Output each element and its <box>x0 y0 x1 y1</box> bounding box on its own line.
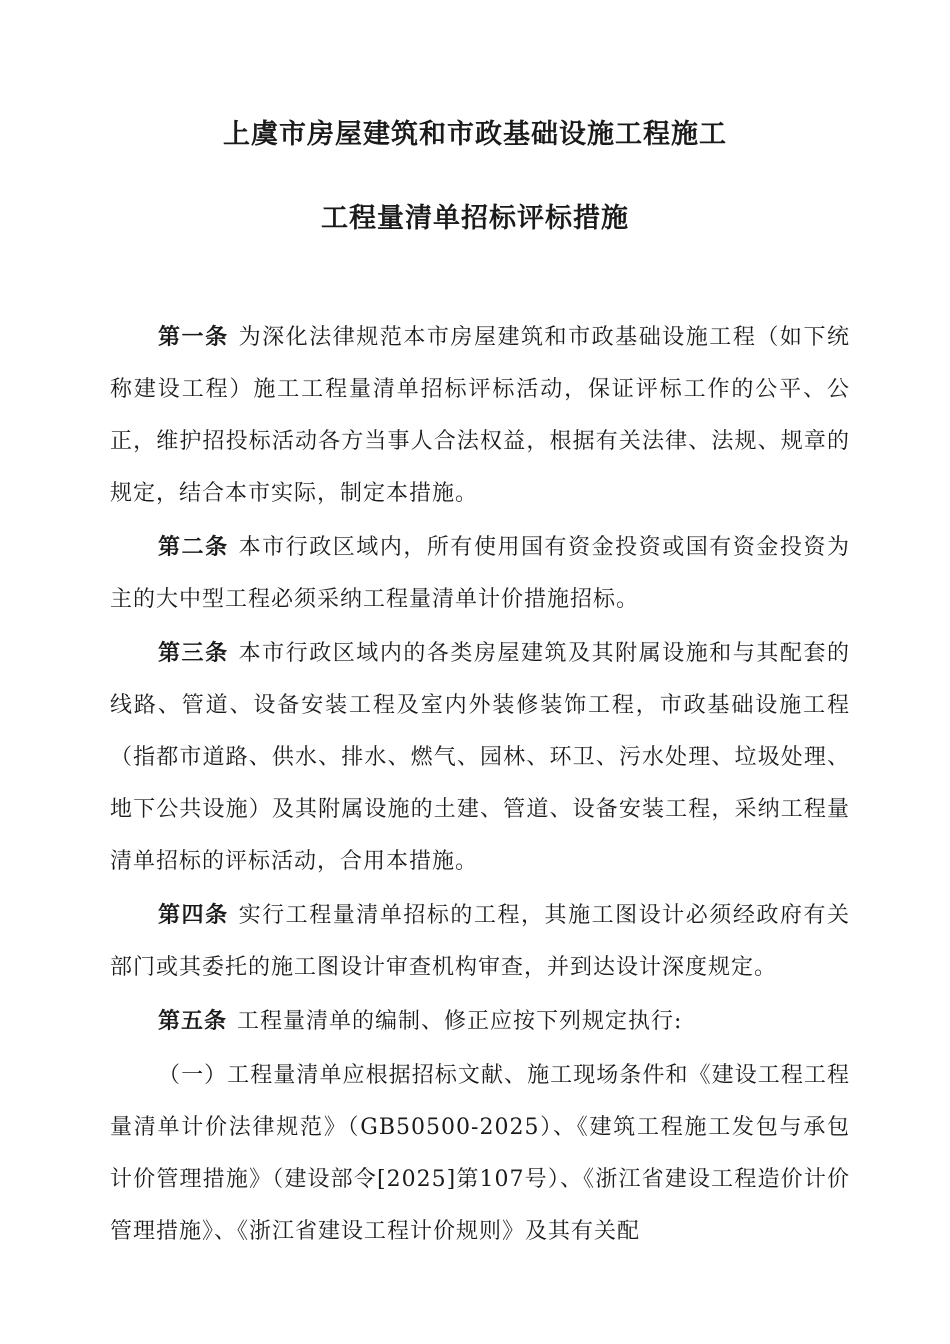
article-2 <box>110 522 850 626</box>
article-1 <box>110 312 850 520</box>
document-title-line-1: 上虞市房屋建筑和市政基础设施工程施工 <box>223 119 727 150</box>
article-text: 本市行政区域内，所有使用国有资金投资或国有资金投资为主的大中型工程必须采纳工程量清单计价措施招标。 <box>110 535 850 612</box>
article-3 <box>110 628 850 888</box>
article-label: 第一条 <box>158 325 229 350</box>
article-text: 本市行政区域内的各类房屋建筑及其附属设施和与其配套的线路、管道、设备安装工程及室内外装修装饰工程，市政基础设施工程（指都市道路、供水、排水、燃气、园林、环卫、污水处理、垃圾处理、地下公共设施）及其附属设施的土建、管道、设备安装工程，采纳工程量清单招标的评标活动，合用本措施。 <box>110 641 850 874</box>
article-5 <box>110 996 850 1048</box>
document-title-line-2: 工程量清单招标评标措施 <box>321 203 629 234</box>
article-text: 为深化法律规范本市房屋建筑和市政基础设施工程（如下统称建设工程）施工工程量清单招标评标活动，保证评标工作的公平、公正，维护招投标活动各方当事人合法权益，根据有关法律、法规、规章的规定，结合本市实际，制定本措施。 <box>110 325 850 506</box>
article-label: 第四条 <box>158 903 229 928</box>
article-text: 实行工程量清单招标的工程，其施工图设计必须经政府有关部门或其委托的施工图设计审查机构审查，并到达设计深度规定。 <box>110 903 850 980</box>
clause-text: （一）工程量清单应根据招标文献、施工现场条件和《建设工程工程量清单计价法律规范》（GB50500-2025）、《建筑工程施工发包与承包计价管理措施》（建设部令[2025]第107号）、《浙江省建设工程造价计价管理措施》、《浙江省建设工程计价规则》及其有关配 <box>110 1063 850 1244</box>
article-label: 第二条 <box>158 535 229 560</box>
article-label: 第三条 <box>158 641 229 666</box>
article-text: 工程量清单的编制、修正应按下列规定执行: <box>237 1009 683 1034</box>
document-body <box>110 312 850 1260</box>
clause-1 <box>110 1050 850 1258</box>
article-4 <box>110 890 850 994</box>
article-label: 第五条 <box>158 1009 228 1034</box>
